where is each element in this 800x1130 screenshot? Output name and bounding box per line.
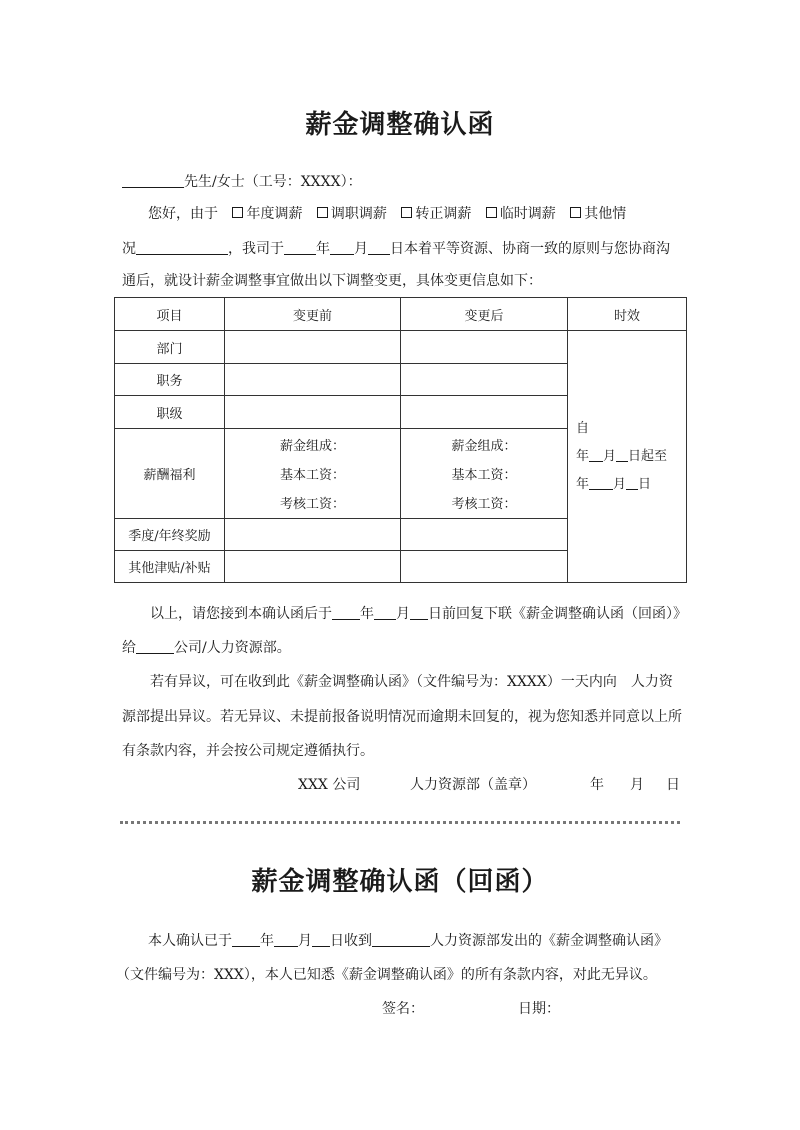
checkbox-transfer[interactable] xyxy=(317,207,328,218)
row-label-position: 职务 xyxy=(115,364,225,396)
reply-month-blank[interactable] xyxy=(374,605,396,620)
received-day-blank[interactable] xyxy=(312,932,330,947)
header-item: 项目 xyxy=(115,298,225,331)
p2-end: 日前回复下联《薪金调整确认函（回函）》 xyxy=(428,606,687,622)
cell-grade-after[interactable] xyxy=(401,396,568,429)
salary-table xyxy=(114,297,687,583)
reason-line xyxy=(148,203,626,223)
validity-cell xyxy=(568,331,687,583)
cell-allowance-before[interactable] xyxy=(225,551,401,583)
validity-end-year-label: 年 xyxy=(576,476,590,492)
cell-dept-after[interactable] xyxy=(401,331,568,364)
intro-prefix: 您好，由于 xyxy=(148,206,218,222)
sign-year: 年 xyxy=(590,777,604,793)
name-blank[interactable] xyxy=(122,173,184,188)
validity-end-month-label: 月 xyxy=(613,476,627,492)
month-blank[interactable] xyxy=(330,240,354,255)
objection-line-1: 若有异议，可在收到此《薪金调整确认函》（文件编号为：XXXX）一天内向 人力资 xyxy=(150,674,673,690)
row-label-bonus: 季度/年终奖励 xyxy=(115,519,225,551)
p2-month-label: 月 xyxy=(396,606,410,622)
line2-start: 况 xyxy=(122,241,136,257)
checkbox-temporary[interactable] xyxy=(486,207,497,218)
received-year-blank[interactable] xyxy=(232,932,260,947)
cell-bonus-before[interactable] xyxy=(225,519,401,551)
base-salary-label-after: 基本工资： xyxy=(451,468,517,483)
date-label[interactable]: 日期： xyxy=(518,1001,560,1017)
validity-month-blank[interactable] xyxy=(589,447,603,462)
cell-position-after[interactable] xyxy=(401,364,568,396)
reply-day-blank[interactable] xyxy=(410,605,428,620)
validity-month-label: 月 xyxy=(603,448,617,464)
validity-start-end: 日起至 xyxy=(628,448,668,464)
signature-label[interactable]: 签名： xyxy=(382,1001,424,1017)
letter-title: 薪金调整确认函 xyxy=(305,110,495,140)
received-month-blank[interactable] xyxy=(274,932,298,947)
year-blank[interactable] xyxy=(284,240,316,255)
checkbox-annual[interactable] xyxy=(232,207,243,218)
row-label-dept: 部门 xyxy=(115,331,225,364)
p2b-prefix: 给 xyxy=(122,640,136,656)
row-label-compensation: 薪酬福利 xyxy=(115,429,225,519)
objection-line-3: 有条款内容，并会按公司规定遵循执行。 xyxy=(122,743,374,759)
cut-line xyxy=(120,821,680,824)
salary-composition-label: 薪金组成： xyxy=(279,439,345,454)
p2-year-label: 年 xyxy=(360,606,374,622)
validity-line-2 xyxy=(576,443,686,471)
reply-recipient-line xyxy=(122,637,291,657)
validity-line-3 xyxy=(576,471,686,499)
line2-end: 日本着平等资源、协商一致的原则与您协商沟 xyxy=(390,241,670,257)
reason-temporary: 临时调薪 xyxy=(499,206,556,222)
line2-mid: ，我司于 xyxy=(228,241,284,257)
reason-line-2 xyxy=(122,238,670,258)
reply-year-blank[interactable] xyxy=(332,605,360,620)
validity-day-blank[interactable] xyxy=(616,447,628,462)
header-after: 变更后 xyxy=(401,298,568,331)
salary-composition-label-after: 薪金组成： xyxy=(451,439,517,454)
year-label: 年 xyxy=(316,241,330,257)
validity-end-month-blank[interactable] xyxy=(589,475,613,490)
performance-salary-label: 考核工资： xyxy=(279,497,345,512)
reply-l1-end: 人力资源部发出的《薪金调整确认函》 xyxy=(430,933,668,949)
reason-regular: 转正调薪 xyxy=(415,206,472,222)
header-before: 变更前 xyxy=(225,298,401,331)
reply-title: 薪金调整确认函（回函） xyxy=(251,867,549,897)
received-from-blank[interactable] xyxy=(372,932,430,947)
company-blank[interactable] xyxy=(136,639,174,654)
cell-compensation-after[interactable] xyxy=(401,429,568,519)
day-blank[interactable] xyxy=(368,240,390,255)
header-validity: 时效 xyxy=(568,298,687,331)
sign-month: 月 xyxy=(630,777,644,793)
validity-year-label: 年 xyxy=(576,448,590,464)
p2-prefix: 以上，请您接到本确认函后于 xyxy=(150,606,332,622)
reason-other: 其他情 xyxy=(584,206,627,222)
greeting-line xyxy=(122,171,362,191)
sign-department: 人力资源部（盖章） xyxy=(410,777,536,793)
checkbox-regular[interactable] xyxy=(401,207,412,218)
cell-dept-before[interactable] xyxy=(225,331,401,364)
reason-annual: 年度调薪 xyxy=(246,206,303,222)
sign-company: XXX 公司 xyxy=(298,777,361,793)
cell-compensation-before[interactable] xyxy=(225,429,401,519)
validity-end-day-blank[interactable] xyxy=(626,475,638,490)
row-label-grade: 职级 xyxy=(115,396,225,429)
checkbox-other[interactable] xyxy=(570,207,581,218)
reply-l1-prefix: 本人确认已于 xyxy=(148,933,232,949)
row-label-allowance: 其他津贴/补贴 xyxy=(115,551,225,583)
reply-line-2: （文件编号为：XXX），本人已知悉《薪金调整确认函》的所有条款内容，对此无异议。 xyxy=(116,967,657,983)
reply-l1-mid: 日收到 xyxy=(330,933,372,949)
sign-day: 日 xyxy=(666,777,680,793)
cell-allowance-after[interactable] xyxy=(401,551,568,583)
performance-salary-label-after: 考核工资： xyxy=(451,497,517,512)
reply-year-label: 年 xyxy=(260,933,274,949)
month-label: 月 xyxy=(354,241,368,257)
reply-month-label: 月 xyxy=(298,933,312,949)
validity-line-1: 自 xyxy=(576,420,590,436)
intro-line-3: 通后，就设计薪金调整事宜做出以下调整变更，具体变更信息如下： xyxy=(122,273,542,289)
greeting-text: 先生/女士（工号：XXXX）： xyxy=(184,174,362,190)
validity-end-day-label: 日 xyxy=(638,476,652,492)
base-salary-label: 基本工资： xyxy=(279,468,345,483)
reason-transfer: 调职调薪 xyxy=(330,206,387,222)
p2b-end: 公司/人力资源部。 xyxy=(174,640,291,656)
cell-grade-before[interactable] xyxy=(225,396,401,429)
cell-bonus-after[interactable] xyxy=(401,519,568,551)
objection-line-2: 源部提出异议。若无异议、未提前报备说明情况而逾期未回复的，视为您知悉并同意以上所 xyxy=(122,709,682,725)
reply-line-1 xyxy=(148,930,668,950)
reply-deadline-line xyxy=(150,603,687,623)
other-reason-blank[interactable] xyxy=(136,240,228,255)
cell-position-before[interactable] xyxy=(225,364,401,396)
